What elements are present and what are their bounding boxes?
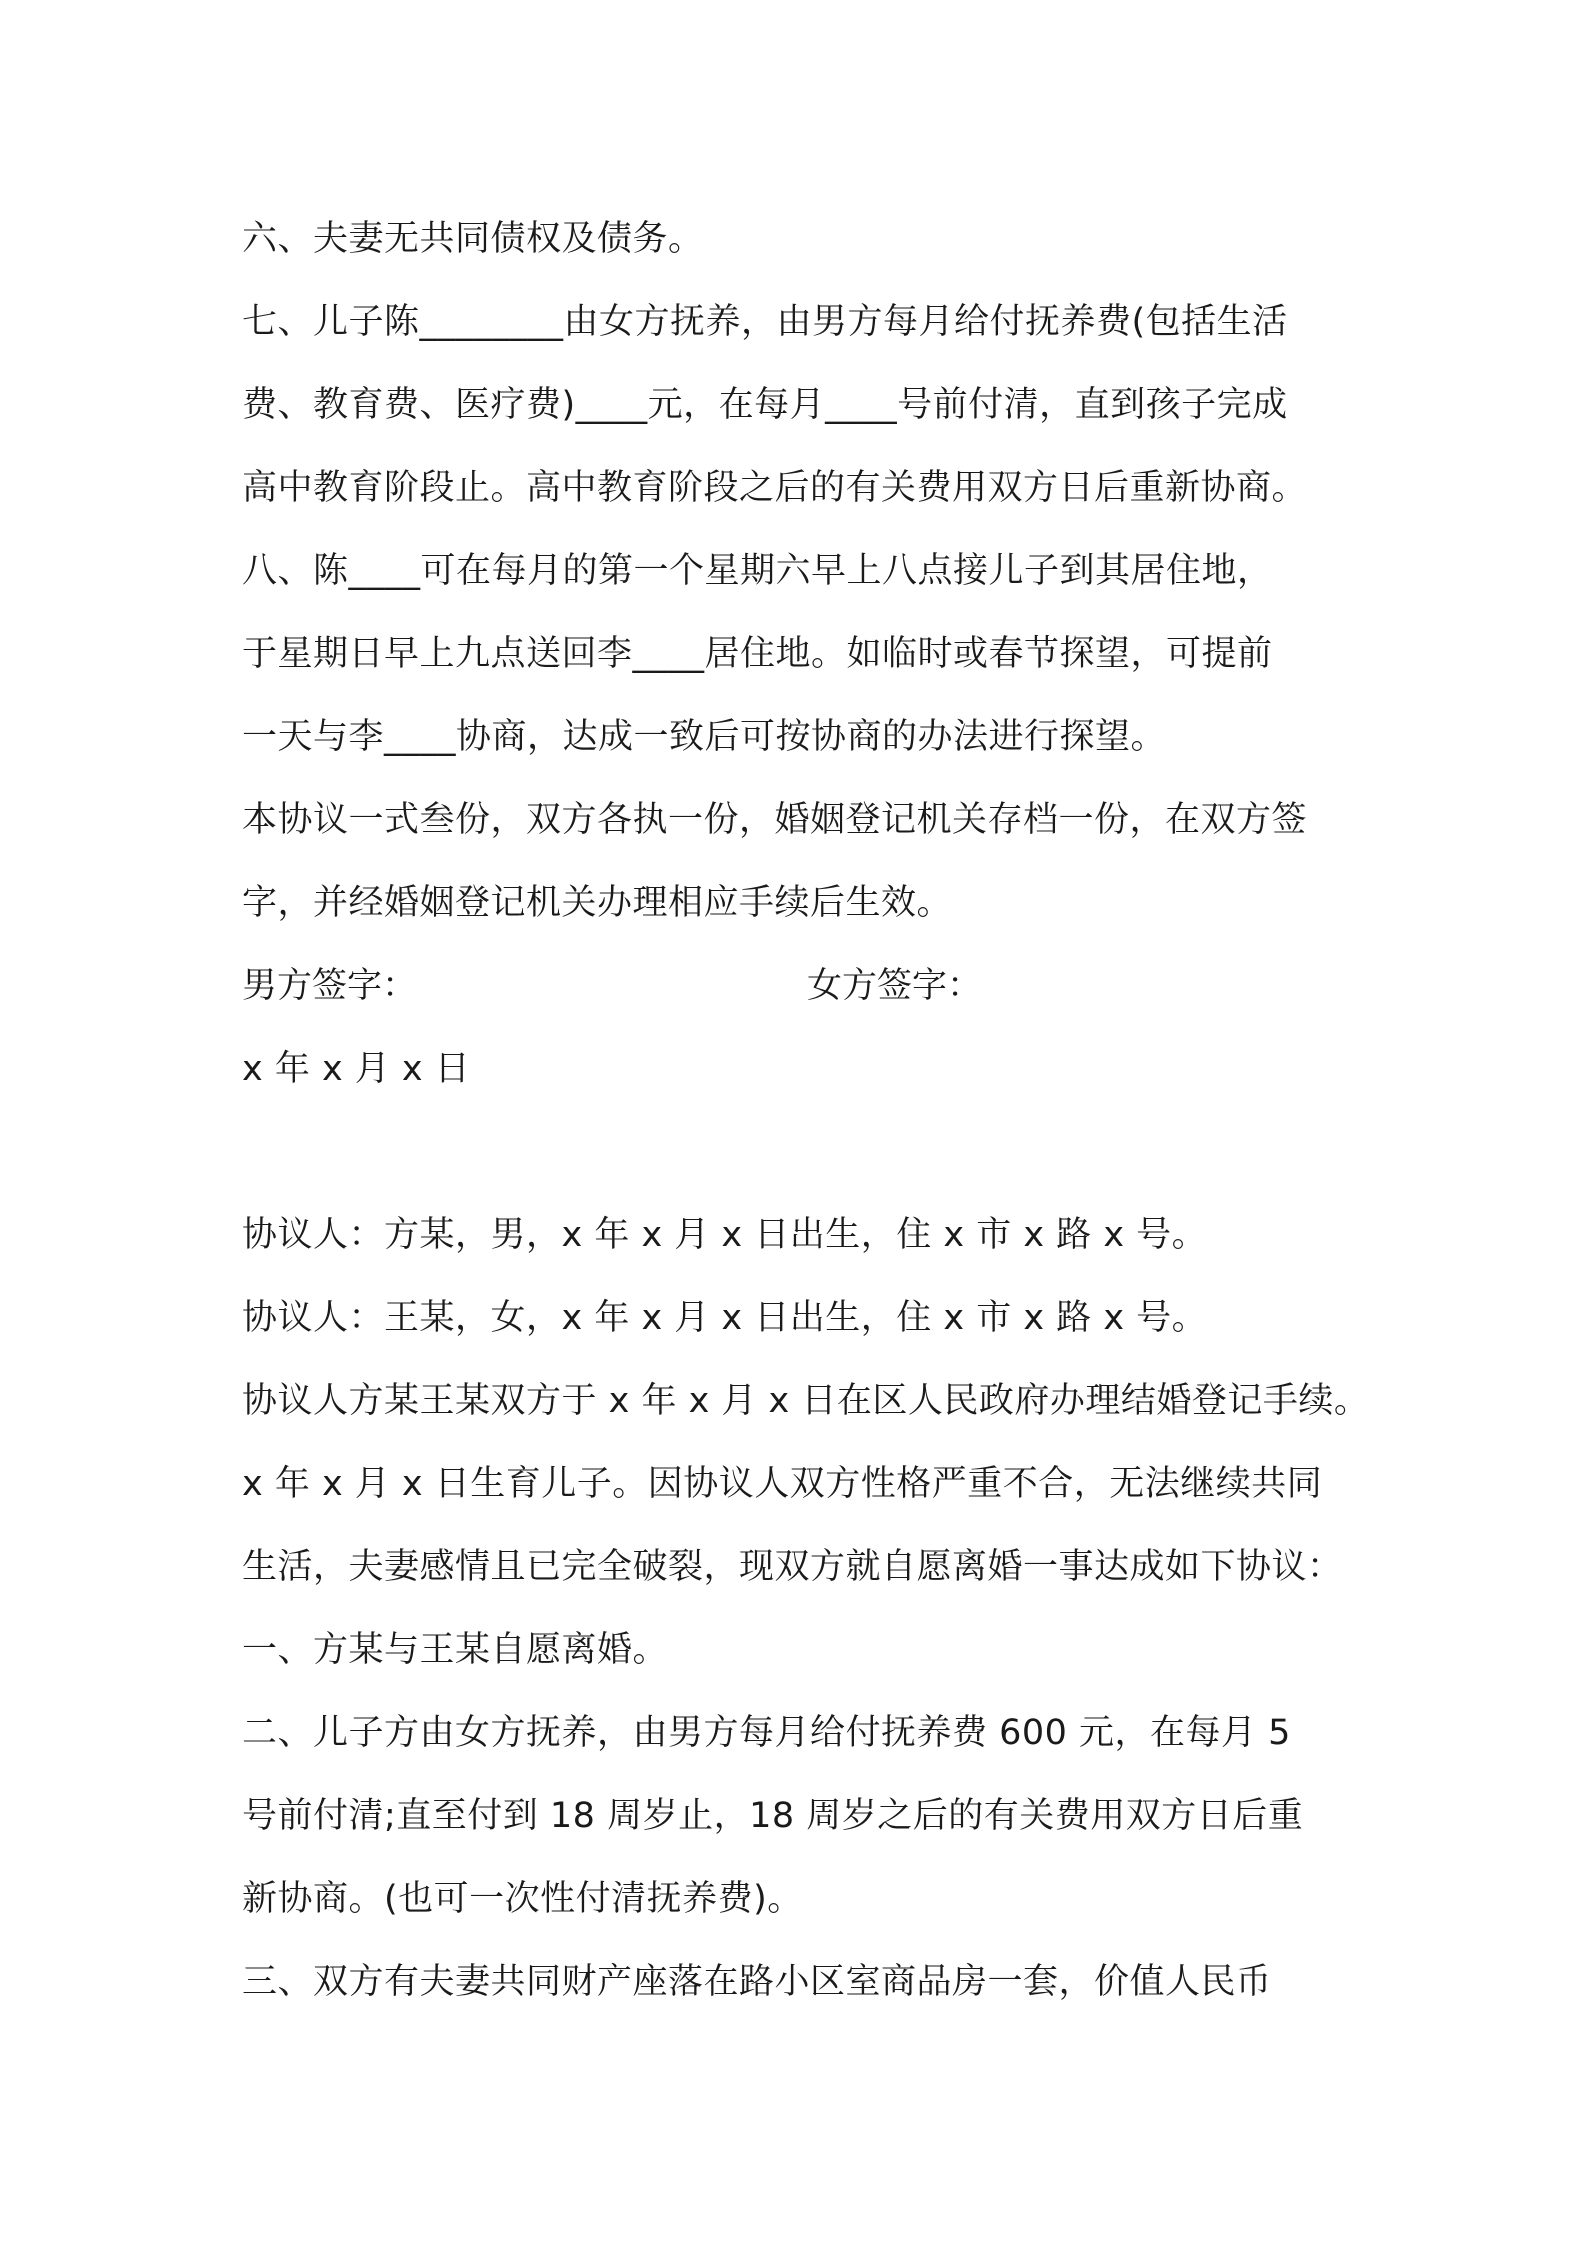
- clause-7-line-3: 高中教育阶段止。高中教育阶段之后的有关费用双方日后重新协商。: [242, 468, 1308, 508]
- preamble-line-3: 生活，夫妻感情且已完全破裂，现双方就自愿离婚一事达成如下协议：: [242, 1547, 1343, 1587]
- clause-2-line-3: 新协商。(也可一次性付清抚养费)。: [242, 1879, 803, 1919]
- copies-clause-line-2: 字，并经婚姻登记机关办理相应手续后生效。: [242, 883, 953, 923]
- preamble-line-2: x 年 x 月 x 日生育儿子。因协议人双方性格严重不合，无法继续共同: [242, 1464, 1323, 1504]
- date-line: x 年 x 月 x 日: [242, 1049, 471, 1089]
- clause-7-line-1: 七、儿子陈________由女方抚养，由男方每月给付抚养费(包括生活: [242, 302, 1288, 342]
- document-body: [242, 198, 1372, 2024]
- clause-2-line-1: 二、儿子方由女方抚养，由男方每月给付抚养费 600 元，在每月 5: [242, 1713, 1291, 1753]
- party-2: 协议人：王某，女，x 年 x 月 x 日出生，住 x 市 x 路 x 号。: [242, 1298, 1208, 1338]
- clause-8-line-3: 一天与李____协商，达成一致后可按协商的办法进行探望。: [242, 717, 1167, 757]
- clause-8-line-1: 八、陈____可在每月的第一个星期六早上八点接儿子到其居住地，: [242, 551, 1273, 591]
- clause-8-line-2: 于星期日早上九点送回李____居住地。如临时或春节探望，可提前: [242, 634, 1273, 674]
- male-signature-label: 男方签字：: [242, 966, 418, 1006]
- signature-row: [242, 945, 1372, 1028]
- section-gap: [242, 1111, 1372, 1194]
- clause-1: 一、方某与王某自愿离婚。: [242, 1630, 669, 1670]
- clause-6: 六、夫妻无共同债权及债务。: [242, 219, 704, 259]
- clause-7-line-2: 费、教育费、医疗费)____元，在每月____号前付清，直到孩子完成: [242, 385, 1288, 425]
- clause-3-line-1: 三、双方有夫妻共同财产座落在路小区室商品房一套，价值人民币: [242, 1962, 1272, 2002]
- copies-clause-line-1: 本协议一式叁份，双方各执一份，婚姻登记机关存档一份，在双方签: [242, 800, 1308, 840]
- female-signature-label: 女方签字：: [807, 966, 983, 1006]
- clause-2-line-2: 号前付清;直至付到 18 周岁止，18 周岁之后的有关费用双方日后重: [242, 1796, 1304, 1836]
- preamble-line-1: 协议人方某王某双方于 x 年 x 月 x 日在区人民政府办理结婚登记手续。: [242, 1381, 1370, 1421]
- party-1: 协议人：方某，男，x 年 x 月 x 日出生，住 x 市 x 路 x 号。: [242, 1215, 1208, 1255]
